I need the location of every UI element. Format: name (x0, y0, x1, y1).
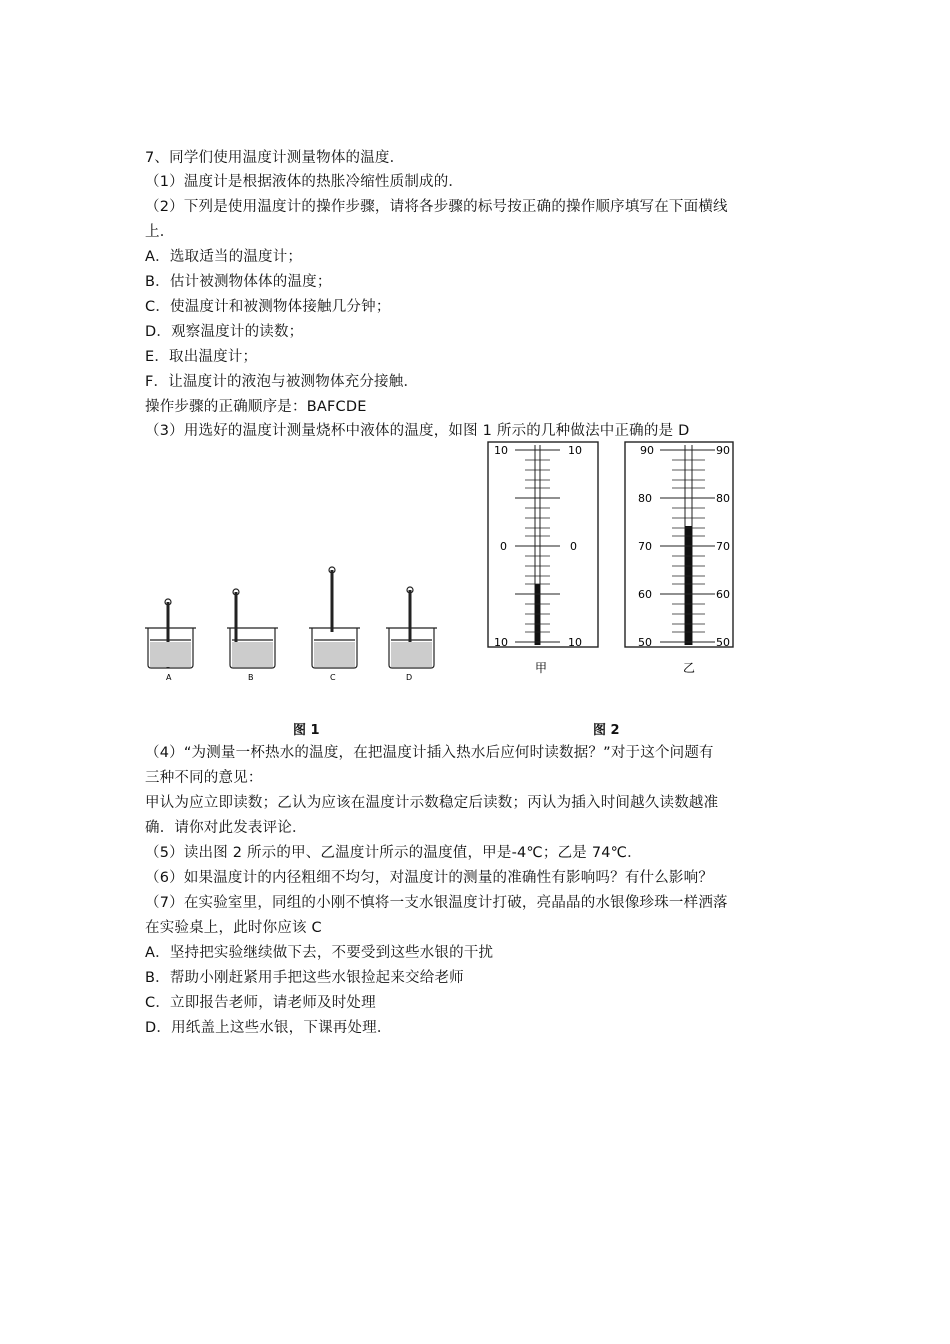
part-4-line-2: 三种不同的意见： (145, 770, 263, 786)
step-e: E．取出温度计； (145, 349, 258, 365)
option-a: A．坚持把实验继续做下去，不要受到这些水银的干扰 (145, 945, 494, 961)
part-3: （3）用选好的温度计测量烧杯中液体的温度，如图 1 所示的几种做法中正确的是 D (145, 423, 690, 439)
part-4-line-1: （4）“为测量一杯热水的温度，在把温度计插入热水后应何时读数据？”对于这个问题有 (145, 745, 714, 761)
figure-2-thermometers (480, 440, 740, 680)
yi-tick-60-left: 60 (638, 588, 652, 601)
step-a: A．选取适当的温度计； (145, 249, 303, 265)
correct-order: 操作步骤的正确顺序是：BAFCDE (145, 399, 367, 415)
part-2-line-2: 上． (145, 224, 175, 240)
option-c: C．立即报告老师，请老师及时处理 (145, 995, 376, 1011)
yi-tick-80-left: 80 (638, 492, 652, 505)
figure-1-beakers (140, 560, 440, 685)
question-title: 7、同学们使用温度计测量物体的温度． (145, 150, 405, 166)
option-b: B．帮助小刚赶紧用手把这些水银捡起来交给老师 (145, 970, 464, 986)
figure-2-caption: 图 2 (593, 723, 620, 738)
step-c: C．使温度计和被测物体接触几分钟； (145, 299, 391, 315)
part-5: （5）读出图 2 所示的甲、乙温度计所示的温度值，甲是-4℃；乙是 74℃． (145, 845, 642, 861)
yi-tick-60-right: 60 (716, 588, 730, 601)
jia-label: 甲 (535, 661, 548, 675)
part-1: （1）温度计是根据液体的热胀冷缩性质制成的． (145, 174, 464, 190)
jia-tick-top-right: 10 (568, 444, 582, 457)
part-7-line-1: （7）在实验室里，同组的小刚不慎将一支水银温度计打破，亮晶晶的水银像珍珠一样洒落 (145, 895, 728, 911)
liquid-dots (150, 642, 432, 667)
beaker-label-b: B (248, 673, 254, 682)
yi-tick-70-right: 70 (716, 540, 730, 553)
yi-tick-70-left: 70 (638, 540, 652, 553)
figure-1-caption: 图 1 (293, 723, 320, 738)
step-d: D．观察温度计的读数； (145, 324, 304, 340)
jia-tick-mid-left: 0 (500, 540, 507, 553)
jia-tick-top-left: 10 (494, 444, 508, 457)
yi-label: 乙 (683, 661, 696, 675)
step-b: B．估计被测物体体的温度； (145, 274, 332, 290)
jia-tick-bottom-left: 10 (494, 636, 508, 649)
jia-tick-bottom-right: 10 (568, 636, 582, 649)
beaker-label-c: C (330, 673, 336, 682)
part-7-line-2: 在实验桌上，此时你应该 C (145, 920, 322, 936)
yi-tick-50-right: 50 (716, 636, 730, 649)
part-6: （6）如果温度计的内径粗细不均匀，对温度计的测量的准确性有影响吗？有什么影响？ (145, 870, 714, 886)
yi-tick-90-left: 90 (640, 444, 654, 457)
part-4-line-4: 确．请你对此发表评论． (145, 820, 307, 836)
yi-tick-50-left: 50 (638, 636, 652, 649)
part-4-line-3: 甲认为应立即读数；乙认为应该在温度计示数稳定后读数；丙认为插入时间越久读数越准 (145, 795, 719, 811)
option-d: D．用纸盖上这些水银，下课再处理． (145, 1020, 392, 1036)
step-f: F．让温度计的液泡与被测物体充分接触． (145, 374, 419, 390)
jia-tick-mid-right: 0 (570, 540, 577, 553)
part-2-line-1: （2）下列是使用温度计的操作步骤，请将各步骤的标号按正确的操作顺序填写在下面横线 (145, 199, 728, 215)
yi-tick-90-right: 90 (716, 444, 730, 457)
beaker-label-a: A (166, 673, 172, 682)
yi-tick-80-right: 80 (716, 492, 730, 505)
beaker-label-d: D (406, 673, 413, 682)
